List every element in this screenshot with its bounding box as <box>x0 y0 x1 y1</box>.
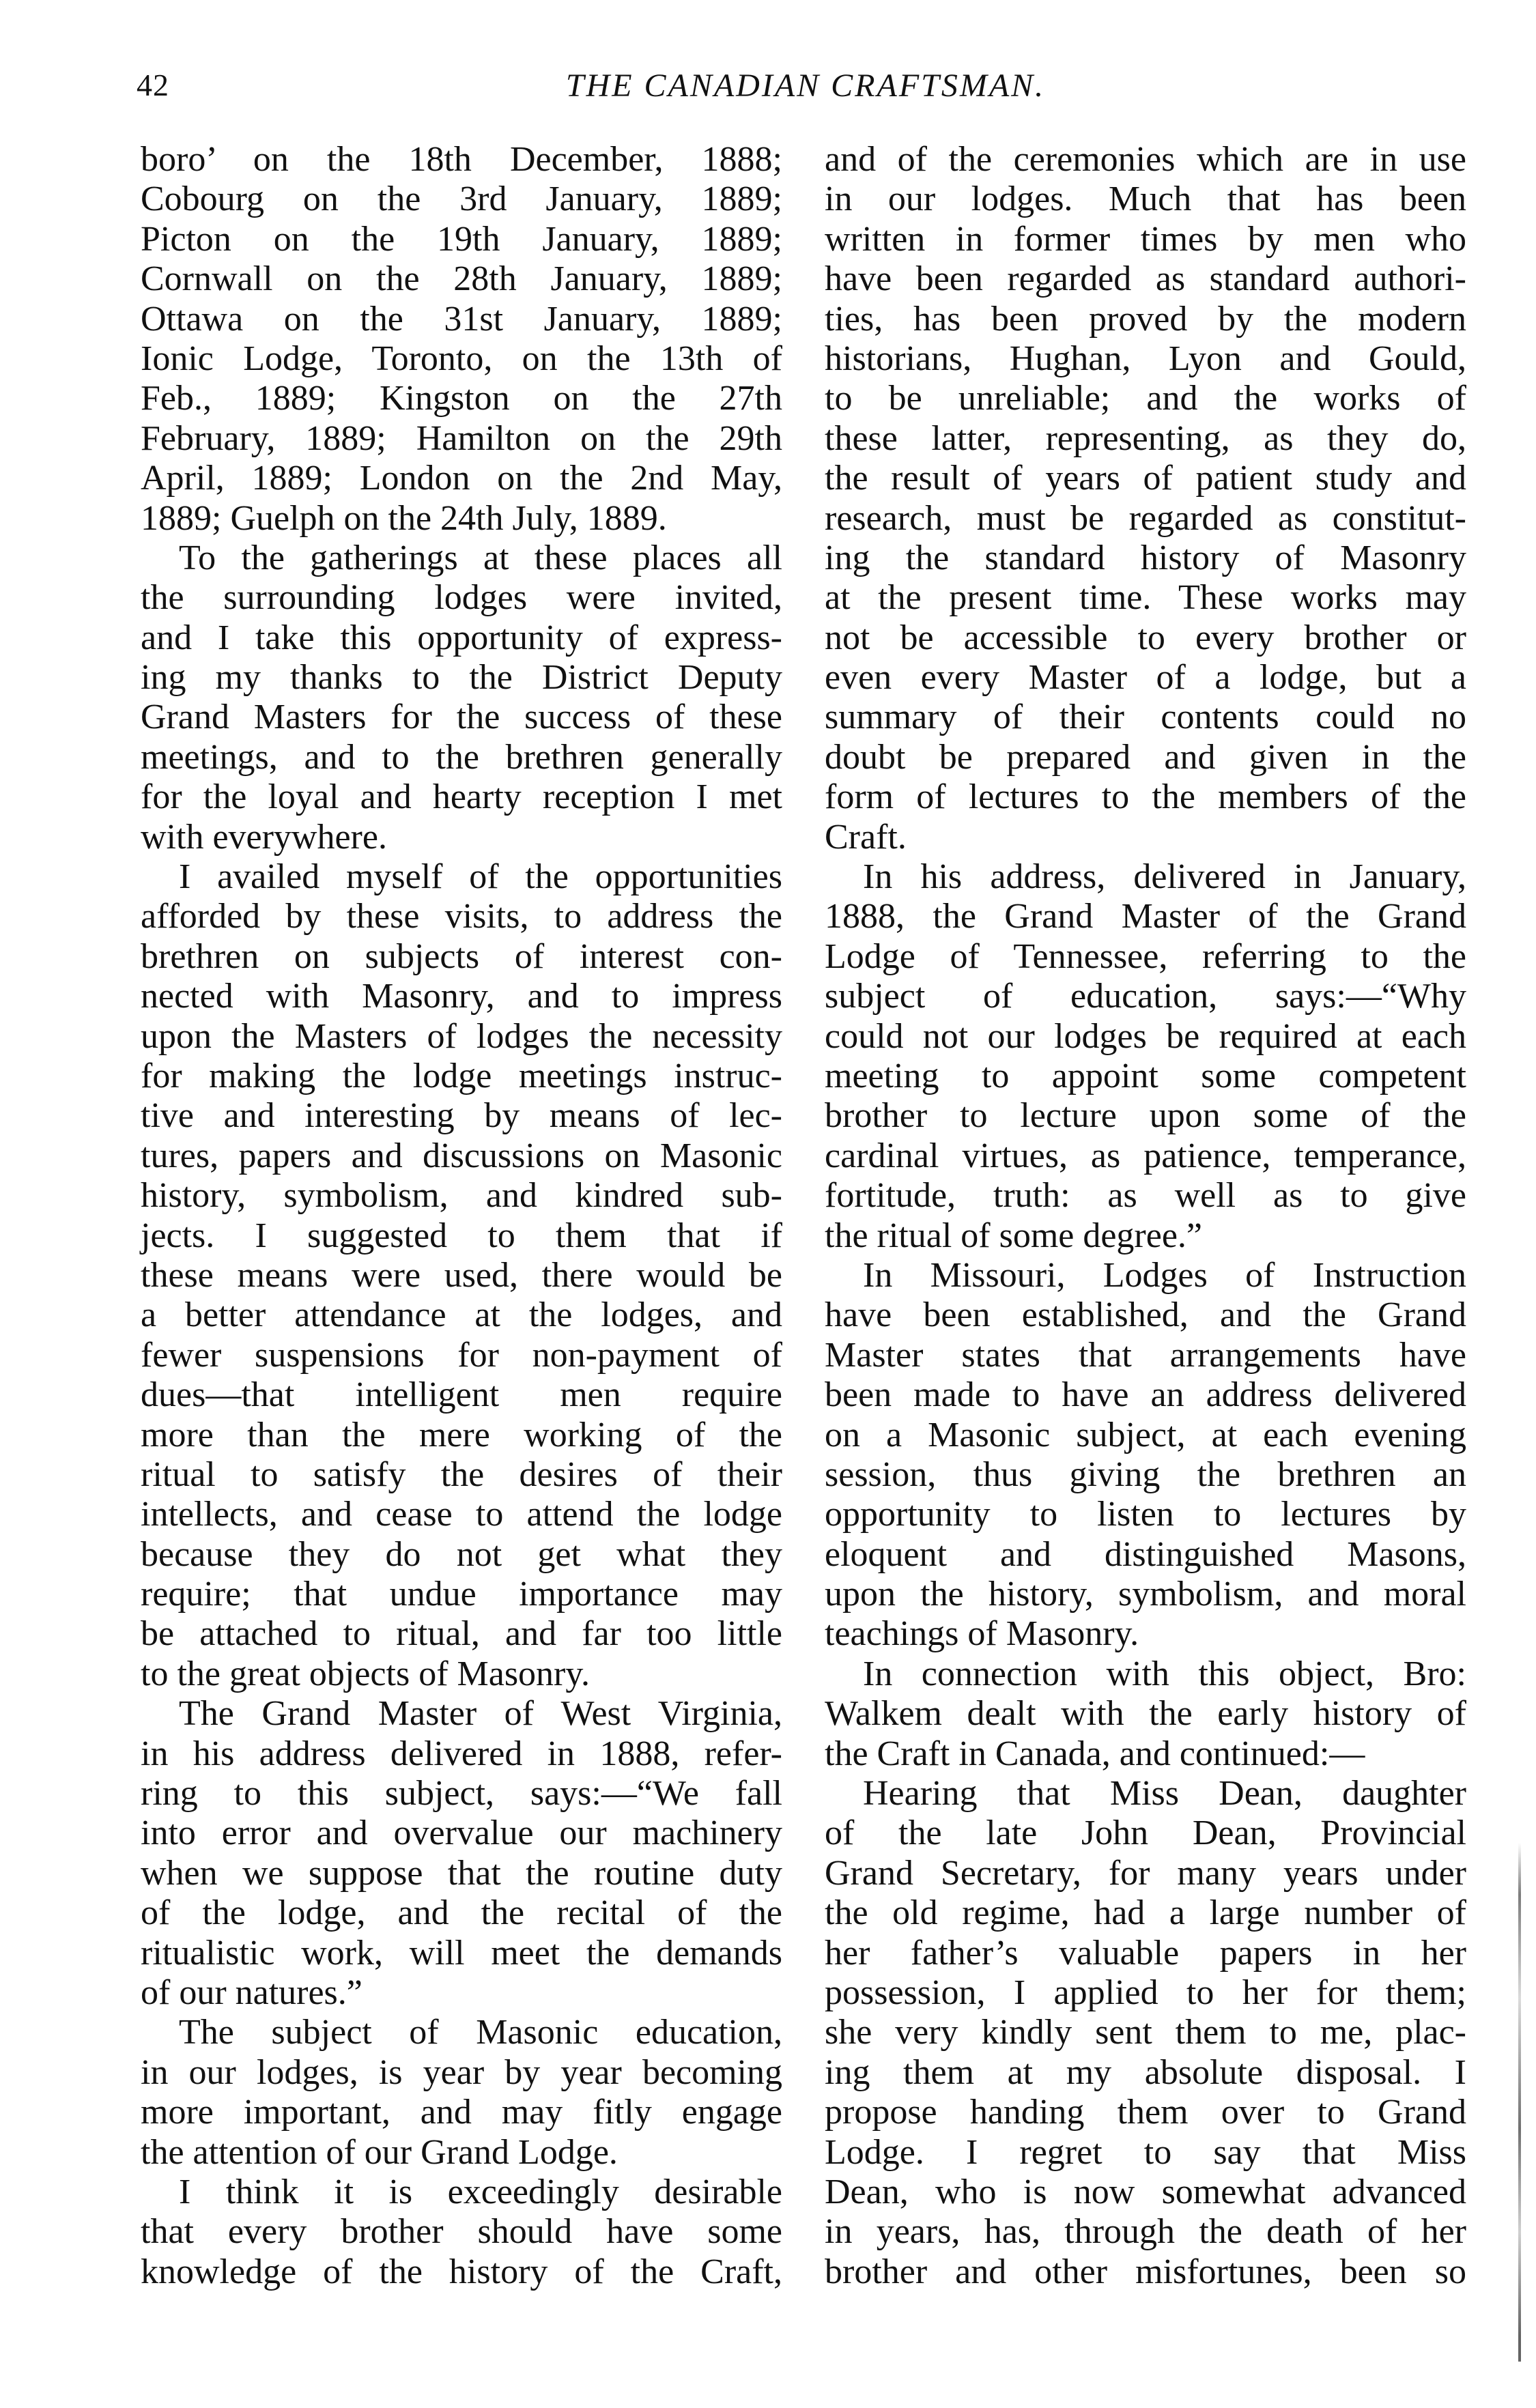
text-line: for the loyal and hearty reception I met <box>141 777 782 817</box>
text-line: a better attendance at the lodges, and <box>141 1295 782 1335</box>
text-line: to the great objects of Masonry. <box>141 1654 590 1693</box>
text-line: in his address delivered in 1888, refer- <box>141 1734 782 1773</box>
text-line: research, must be regarded as constitut- <box>825 498 1466 538</box>
text-line: opportunity to listen to lectures by <box>825 1495 1466 1534</box>
text-line: be attached to ritual, and far too little <box>141 1614 782 1654</box>
text-line: Grand Secretary, for many years under <box>825 1853 1466 1893</box>
text-line: ritualistic work, will meet the demands <box>141 1933 782 1973</box>
text-line: more important, and may fitly engage <box>141 2093 782 2132</box>
text-line: meeting to appoint some competent <box>825 1056 1466 1095</box>
text-line: 1888, the Grand Master of the Grand <box>825 897 1466 936</box>
text-line: for making the lodge meetings instruc- <box>141 1056 782 1095</box>
text-line: ing my thanks to the District Deputy <box>141 658 782 698</box>
text-line: teachings of Masonry. <box>825 1614 1139 1654</box>
text-line: and of the ceremonies which are in use <box>825 140 1466 179</box>
text-line: Cobourg on the 3rd January, 1889; <box>141 180 782 219</box>
page-number: 42 <box>137 68 169 102</box>
text-line: of our natures.” <box>141 1973 362 2012</box>
text-line: propose handing them over to Grand <box>825 2093 1466 2132</box>
text-line: historians, Hughan, Lyon and Gould, <box>825 339 1466 378</box>
text-line: intellects, and cease to attend the lodge <box>141 1495 782 1534</box>
text-line: In his address, delivered in January, <box>863 857 1466 897</box>
running-title: THE CANADIAN CRAFTSMAN. <box>565 68 1046 104</box>
page-header <box>137 67 1475 121</box>
text-line: In connection with this object, Bro: <box>863 1654 1466 1693</box>
text-line: Ottawa on the 31st January, 1889; <box>141 299 782 339</box>
text-line: brethren on subjects of interest con- <box>141 936 782 976</box>
right-column <box>825 140 1466 2292</box>
text-line: these means were used, there would be <box>141 1255 782 1295</box>
text-line: Craft. <box>825 817 907 857</box>
text-line: her father’s valuable papers in her <box>825 1933 1466 1973</box>
text-line: Lodge. I regret to say that Miss <box>825 2132 1466 2172</box>
text-line: Feb., 1889; Kingston on the 27th <box>141 379 782 418</box>
text-line: April, 1889; London on the 2nd May, <box>141 459 782 498</box>
text-line: even every Master of a lodge, but a <box>825 658 1466 698</box>
text-line: the attention of our Grand Lodge. <box>141 2132 618 2172</box>
text-line: To the gatherings at these places all <box>179 538 782 577</box>
text-line: have been established, and the Grand <box>825 1295 1466 1335</box>
text-line: Lodge of Tennessee, referring to the <box>825 936 1466 976</box>
text-line: the ritual of some degree.” <box>825 1216 1202 1255</box>
text-line: into error and overvalue our machinery <box>141 1814 782 1853</box>
text-line: more than the mere working of the <box>141 1415 782 1454</box>
text-line: when we suppose that the routine duty <box>141 1853 782 1893</box>
text-line: ritual to satisfy the desires of their <box>141 1454 782 1494</box>
text-line: meetings, and to the brethren generally <box>141 737 782 777</box>
text-line: Ionic Lodge, Toronto, on the 13th of <box>141 339 782 378</box>
text-line: afforded by these visits, to address the <box>141 897 782 936</box>
text-line: the old regime, had a large number of <box>825 1893 1466 1933</box>
text-line: brother and other misfortunes, been so <box>825 2252 1466 2291</box>
text-line: been made to have an address delivered <box>825 1375 1466 1415</box>
text-line: ring to this subject, says:—“We fall <box>141 1774 782 1814</box>
text-line: in our lodges. Much that has been <box>825 180 1466 219</box>
text-line: 1889; Guelph on the 24th July, 1889. <box>141 498 667 538</box>
text-line: boro’ on the 18th December, 1888; <box>141 140 782 179</box>
text-line: The subject of Masonic education, <box>179 2013 782 2052</box>
text-line: because they do not get what they <box>141 1534 782 1574</box>
text-line: nected with Masonry, and to impress <box>141 977 782 1016</box>
text-line: doubt be prepared and given in the <box>825 737 1466 777</box>
text-line: in our lodges, is year by year becoming <box>141 2052 782 2092</box>
text-line: the result of years of patient study and <box>825 459 1466 498</box>
text-line: she very kindly sent them to me, plac- <box>825 2013 1466 2052</box>
text-line: knowledge of the history of the Craft, <box>141 2252 782 2291</box>
text-line: Hearing that Miss Dean, daughter <box>863 1774 1466 1814</box>
text-line: of the late John Dean, Provincial <box>825 1814 1466 1853</box>
text-line: these latter, representing, as they do, <box>825 418 1466 458</box>
text-line: summary of their contents could no <box>825 698 1466 737</box>
text-line: session, thus giving the brethren an <box>825 1454 1466 1494</box>
text-line: eloquent and distinguished Masons, <box>825 1534 1466 1574</box>
left-column <box>141 140 782 2292</box>
text-line: form of lectures to the members of the <box>825 777 1466 817</box>
text-line: written in former times by men who <box>825 219 1466 259</box>
text-line: Dean, who is now somewhat advanced <box>825 2172 1466 2211</box>
text-line: brother to lecture upon some of the <box>825 1096 1466 1136</box>
text-line: Grand Masters for the success of these <box>141 698 782 737</box>
text-line: Picton on the 19th January, 1889; <box>141 219 782 259</box>
text-line: at the present time. These works may <box>825 578 1466 618</box>
text-line: Master states that arrangements have <box>825 1335 1466 1375</box>
text-line: ing them at my absolute disposal. I <box>825 2052 1466 2092</box>
text-line: the surrounding lodges were invited, <box>141 578 782 618</box>
text-line: possession, I applied to her for them; <box>825 1973 1466 2012</box>
text-line: fewer suspensions for non-payment of <box>141 1335 782 1375</box>
text-line: tures, papers and discussions on Masonic <box>141 1136 782 1175</box>
text-line: ties, has been proved by the modern <box>825 299 1466 339</box>
text-line: Cornwall on the 28th January, 1889; <box>141 259 782 299</box>
text-line: tive and interesting by means of lec- <box>141 1096 782 1136</box>
text-line: subject of education, says:—“Why <box>825 977 1466 1016</box>
text-line: with everywhere. <box>141 817 387 857</box>
text-line: that every brother should have some <box>141 2212 782 2252</box>
text-line: could not our lodges be required at each <box>825 1016 1466 1056</box>
text-line: require; that undue importance may <box>141 1575 782 1614</box>
text-line: In Missouri, Lodges of Instruction <box>863 1255 1466 1295</box>
text-line: to be unreliable; and the works of <box>825 379 1466 418</box>
text-line: I availed myself of the opportunities <box>179 857 782 897</box>
text-line: jects. I suggested to them that if <box>141 1216 782 1255</box>
text-line: of the lodge, and the recital of the <box>141 1893 782 1933</box>
text-line: on a Masonic subject, at each evening <box>825 1415 1466 1454</box>
text-line: ing the standard history of Masonry <box>825 538 1466 577</box>
text-line: upon the Masters of lodges the necessity <box>141 1016 782 1056</box>
text-line: have been regarded as standard authori- <box>825 259 1466 299</box>
text-line: the Craft in Canada, and continued:— <box>825 1734 1365 1773</box>
text-line: history, symbolism, and kindred sub- <box>141 1176 782 1216</box>
text-line: February, 1889; Hamilton on the 29th <box>141 418 782 458</box>
text-line: The Grand Master of West Virginia, <box>179 1694 782 1734</box>
text-line: upon the history, symbolism, and moral <box>825 1575 1466 1614</box>
text-line: and I take this opportunity of express- <box>141 618 782 657</box>
text-line: I think it is exceedingly desirable <box>179 2172 782 2211</box>
text-line: fortitude, truth: as well as to give <box>825 1176 1466 1216</box>
text-line: not be accessible to every brother or <box>825 618 1466 657</box>
text-line: cardinal virtues, as patience, temperance, <box>825 1136 1466 1175</box>
text-line: Walkem dealt with the early history of <box>825 1694 1466 1734</box>
text-line: in years, has, through the death of her <box>825 2212 1466 2252</box>
text-line: dues—that intelligent men require <box>141 1375 782 1415</box>
page-edge-shadow <box>1518 1843 1521 2362</box>
